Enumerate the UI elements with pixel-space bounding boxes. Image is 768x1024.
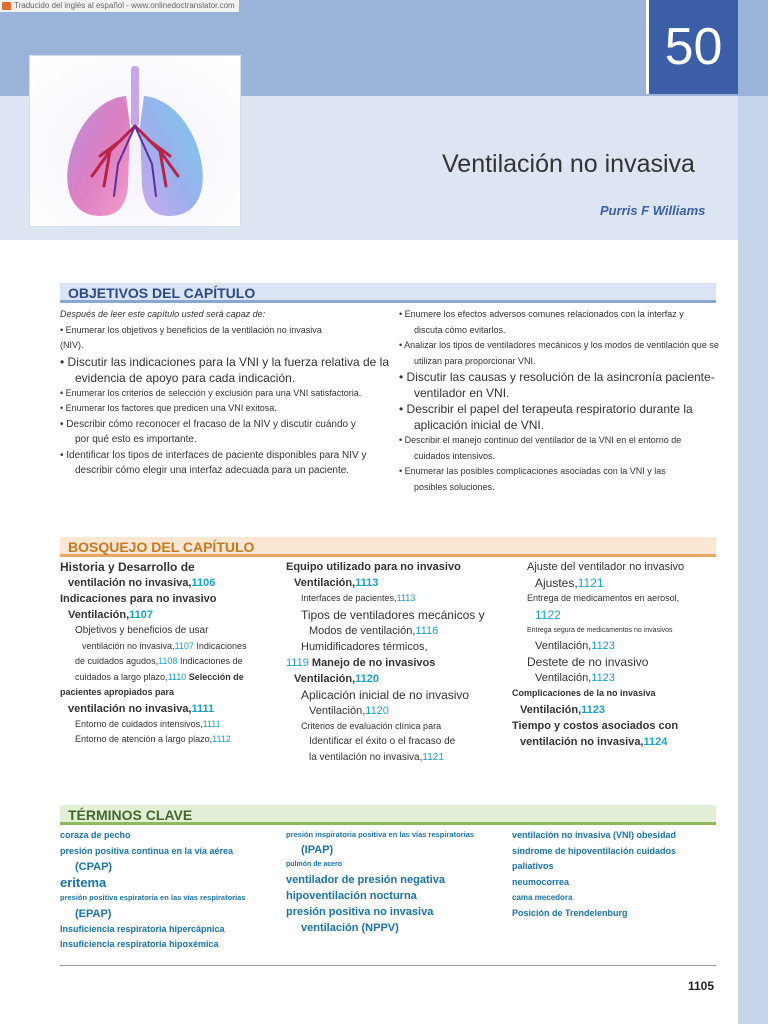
- outline-entry[interactable]: cuidados a largo plazo,1110 Selección de: [75, 671, 244, 682]
- objective-line: • Discutir las indicaciones para la VNI y la fuerza relativa de la: [60, 354, 390, 369]
- translator-bar[interactable]: [0, 0, 239, 12]
- objective-line: • Enumerar las posibles complicaciones asociadas con la VNI y las: [399, 466, 666, 476]
- key-term[interactable]: Insuficiencia respiratoria hipoxémica: [60, 939, 219, 949]
- translator-text: Traducido del inglés al español - www.onlinedoctranslator.com: [14, 1, 235, 10]
- lungs-image: [30, 56, 240, 226]
- outline-entry[interactable]: Criterios de evaluación clínica para: [301, 720, 442, 731]
- outline-entry[interactable]: Identificar el éxito o el fracaso de: [309, 736, 456, 747]
- outline-entry[interactable]: Ventilación,1107: [68, 609, 154, 621]
- chapter-title: Ventilación no invasiva: [442, 150, 695, 178]
- outline-entry[interactable]: Ajustes,1121: [535, 576, 604, 590]
- outline-column-1: [60, 559, 280, 748]
- lungs-illustration: [30, 56, 240, 226]
- outline-entry[interactable]: Entorno de cuidados intensivos,1111: [75, 718, 221, 729]
- objective-line: cuidados intensivos.: [414, 450, 496, 461]
- footer-rule: [60, 965, 716, 966]
- outline-column-2: [286, 559, 506, 765]
- key-term[interactable]: pulmón de acero: [286, 861, 343, 868]
- outline-entry[interactable]: Tiempo y costos asociados con: [512, 719, 679, 732]
- objective-line: • Discutir las causas y resolución de la asincronía paciente-: [399, 370, 715, 384]
- outline-heading: BOSQUEJO DEL CAPÍTULO: [60, 537, 716, 557]
- key-term[interactable]: Insuficiencia respiratoria hipercápnica: [60, 923, 225, 934]
- key-term[interactable]: paliativos: [512, 861, 554, 871]
- outline-entry[interactable]: ventilación no invasiva,1111: [68, 702, 215, 715]
- outline-entry[interactable]: la ventilación no invasiva,1121: [309, 751, 444, 763]
- outline-entry[interactable]: Humidificadores térmicos,: [301, 640, 428, 653]
- key-term[interactable]: coraza de pecho: [60, 830, 131, 840]
- key-term[interactable]: eritema: [60, 875, 107, 890]
- objective-line: • Describir el papel del terapeuta respiratorio durante la: [399, 402, 693, 416]
- key-terms-column-1: [60, 828, 280, 953]
- objective-line: aplicación inicial de VNI.: [414, 418, 545, 432]
- outline-entry[interactable]: 1122: [535, 607, 561, 622]
- objective-line: ventilador en VNI.: [414, 386, 510, 400]
- outline-entry[interactable]: Objetivos y beneficios de usar: [75, 625, 209, 636]
- objectives-right-column: [399, 307, 719, 495]
- objective-line: posibles soluciones.: [414, 481, 495, 492]
- outline-entry[interactable]: Ventilación,1113: [294, 577, 379, 589]
- objective-line: • Identificar los tipos de interfaces de paciente disponibles para NIV y: [60, 449, 367, 461]
- objective-line: • Describir cómo reconocer el fracaso de la NIV y discutir cuándo y: [60, 418, 356, 430]
- objective-line: discuta cómo evitarlos.: [414, 324, 506, 335]
- objective-line: • Enumerar los criterios de selección y exclusión para una VNI satisfactoria.: [60, 387, 362, 398]
- key-term[interactable]: Posición de Trendelenburg: [512, 907, 628, 918]
- outline-entry[interactable]: ventilación no invasiva,1107 Indicaciones: [82, 640, 247, 651]
- outline-entry[interactable]: Destete de no invasivo: [527, 655, 649, 669]
- objective-line: • Enumerar los objetivos y beneficios de la ventilación no invasiva: [60, 324, 322, 335]
- key-term[interactable]: neumocorrea: [512, 876, 570, 887]
- key-term[interactable]: cama mecedora: [512, 893, 573, 902]
- outline-entry[interactable]: ventilación no invasiva,1106: [68, 577, 216, 589]
- outline-entry[interactable]: Ventilación,1120: [309, 704, 389, 717]
- objective-line: • Enumerar los factores que predicen una VNI exitosa.: [60, 403, 277, 413]
- outline-entry[interactable]: Entrega segura de medicamentos no invasivos: [527, 626, 673, 634]
- objective-line: por qué esto es importante.: [75, 434, 197, 445]
- outline-entry[interactable]: Ventilación,1123: [535, 672, 615, 684]
- key-term[interactable]: presión inspiratoria positiva en las vías respiratorias: [286, 830, 474, 839]
- outline-entry[interactable]: pacientes apropiados para: [60, 687, 175, 697]
- outline-entry[interactable]: Ventilación,1123: [535, 640, 615, 652]
- key-terms-column-3: [512, 828, 722, 921]
- key-term[interactable]: presión positiva espiratoria en las vías respiratorias: [60, 893, 246, 902]
- chapter-number-box: [646, 0, 738, 94]
- outline-entry[interactable]: de cuidados agudos,1108 Indicaciones de: [75, 656, 243, 666]
- objectives-heading: OBJETIVOS DEL CAPÍTULO: [60, 283, 716, 303]
- key-term[interactable]: (CPAP): [75, 861, 113, 873]
- outline-entry[interactable]: Entorno de atención a largo plazo,1112: [75, 734, 231, 744]
- key-term[interactable]: hipoventilación nocturna: [286, 890, 417, 902]
- objective-line: evidencia de apoyo para cada indicación.: [75, 370, 296, 385]
- outline-entry[interactable]: Complicaciones de la no invasiva: [512, 688, 656, 698]
- key-term[interactable]: presión positiva continua en la vía aérea: [60, 845, 234, 856]
- outline-entry[interactable]: Indicaciones para no invasivo: [60, 593, 217, 605]
- outline-entry[interactable]: Historia y Desarrollo de: [60, 560, 195, 574]
- outline-entry[interactable]: Aplicación inicial de no invasivo: [301, 687, 470, 702]
- key-term[interactable]: presión positiva no invasiva: [286, 906, 434, 918]
- outline-entry[interactable]: Entrega de medicamentos en aerosol,: [527, 593, 680, 603]
- outline-entry[interactable]: 1119 Manejo de no invasivos: [286, 656, 436, 669]
- outline-entry[interactable]: ventilación no invasiva,1124: [520, 735, 668, 748]
- key-term[interactable]: (IPAP): [301, 844, 334, 856]
- objective-line: Después de leer este capítulo usted será capaz de:: [60, 309, 266, 319]
- key-term[interactable]: (EPAP): [75, 907, 112, 920]
- objective-line: • Enumere los efectos adversos comunes relacionados con la interfaz y: [399, 309, 684, 319]
- translator-icon: [2, 2, 11, 10]
- objective-line: • Describir el manejo continuo del ventilador de la VNI en el entorno de: [399, 435, 682, 445]
- outline-entry[interactable]: Modos de ventilación,1116: [309, 624, 439, 637]
- objective-line: (NIV).: [60, 340, 84, 350]
- outline-column-3: [512, 559, 722, 750]
- outline-entry[interactable]: Ventilación,1120: [294, 672, 380, 685]
- key-terms-heading: TÉRMINOS CLAVE: [60, 805, 716, 825]
- outline-entry[interactable]: Interfaces de pacientes,1113: [301, 593, 416, 603]
- outline-entry[interactable]: Tipos de ventiladores mecánicos y: [301, 607, 485, 622]
- key-term[interactable]: ventilador de presión negativa: [286, 874, 445, 886]
- key-term[interactable]: síndrome de hipoventilación cuidados: [512, 845, 677, 856]
- right-margin-strip: [738, 96, 768, 1024]
- outline-entry[interactable]: Ventilación,1123: [520, 703, 606, 716]
- key-term[interactable]: ventilación no invasiva (VNI) obesidad: [512, 830, 677, 840]
- key-term[interactable]: ventilación (NPPV): [301, 922, 399, 934]
- chapter-number: 50: [664, 18, 723, 76]
- objective-line: describir cómo elegir una interfaz adecuada para un paciente.: [75, 465, 350, 476]
- outline-entry[interactable]: Ajuste del ventilador no invasivo: [527, 561, 685, 573]
- page-number: 1105: [688, 979, 715, 993]
- outline-entry[interactable]: Equipo utilizado para no invasivo: [286, 561, 461, 573]
- objectives-left-column: [60, 307, 390, 479]
- key-terms-column-2: [286, 828, 506, 936]
- objective-line: • Analizar los tipos de ventiladores mecánicos y los modos de ventilación que se: [399, 340, 719, 350]
- objective-line: utilizan para proporcionar VNI.: [414, 355, 536, 366]
- author-name: Purris F Williams: [600, 203, 706, 218]
